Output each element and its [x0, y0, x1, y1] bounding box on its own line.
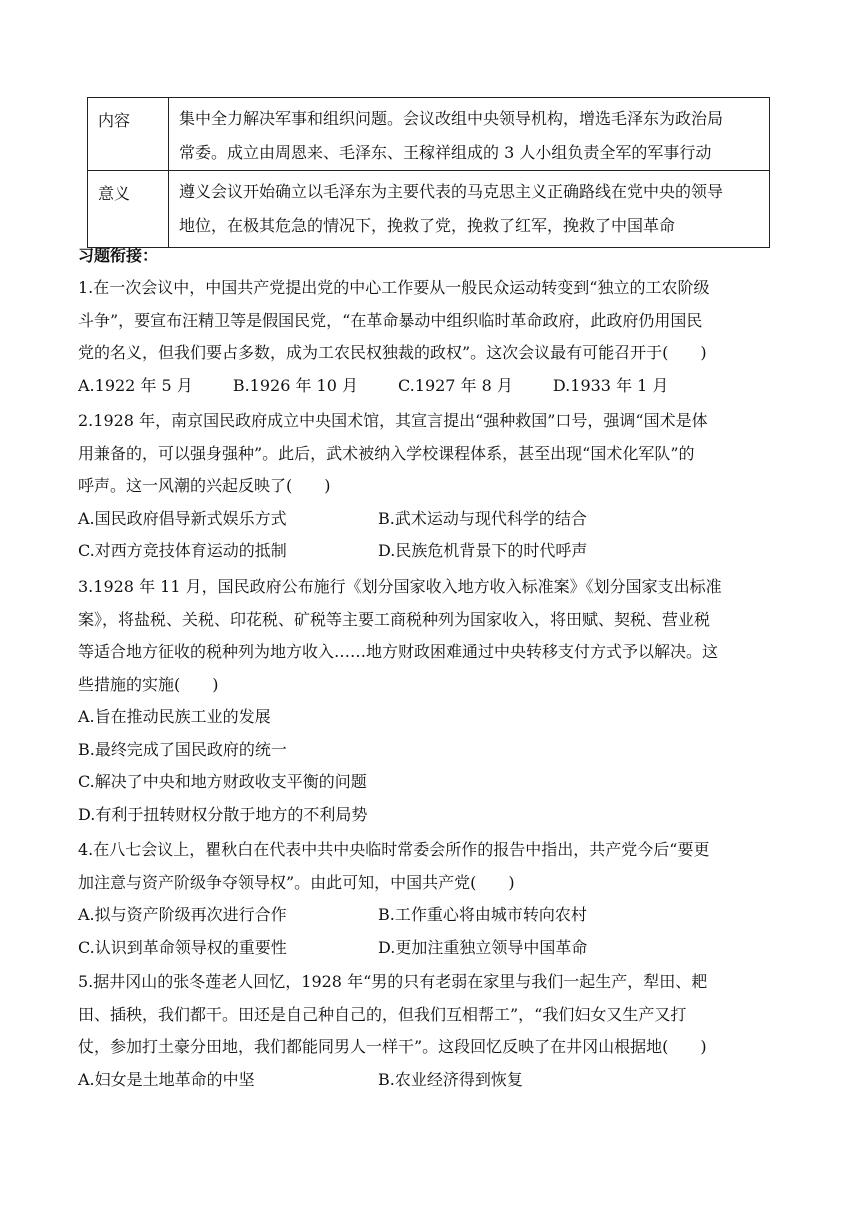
option-c[interactable]: C.对西方竞技体育运动的抵制	[78, 541, 287, 560]
text-line: 等适合地方征收的税种列为地方收入……地方财政困难通过中央转移支付方式予以解决。这	[78, 642, 719, 661]
text-line: 3.1928 年 11 月，国民政府公布施行《划分国家收入地方收入标准案》《划分国家支出标准	[78, 577, 722, 596]
text-line: 常委。成立由周恩来、毛泽东、王稼祥组成的 3 人小组负责全军的军事行动	[179, 143, 712, 162]
option-d[interactable]: D.有利于扭转财权分散于地方的不利局势	[78, 804, 368, 824]
text-line: 遵义会议开始确立以毛泽东为主要代表的马克思主义正确路线在党中央的领导	[179, 182, 724, 201]
row-label: 内容	[88, 98, 169, 171]
text-line: 加注意与资产阶级争夺领导权”。由此可知，中国共产党( )	[78, 872, 515, 892]
option-b[interactable]: B.工作重心将由城市转向农村	[378, 905, 587, 924]
text-line: 2.1928 年，南京国民政府成立中央国术馆，其宣言提出“强种救国”口号，强调“国术是体	[78, 411, 708, 430]
question-stem	[78, 405, 778, 503]
table-row	[88, 98, 770, 171]
question-5	[78, 966, 778, 1096]
question-1	[78, 272, 778, 402]
option-d[interactable]: D.1933 年 1 月	[552, 375, 669, 395]
options	[78, 370, 778, 403]
text-line: 仗，参加打土豪分田地，我们都能同男人一样干”。这段回忆反映了在井冈山根据地( )	[78, 1037, 707, 1056]
option-a[interactable]: A.国民政府倡导新式娱乐方式	[78, 508, 287, 528]
options	[78, 503, 778, 536]
option-b[interactable]: B.1926 年 10 月	[232, 375, 358, 395]
text-line: 呼声。这一风潮的兴起反映了( )	[78, 476, 331, 495]
options	[78, 535, 778, 568]
option-c[interactable]: C.认识到革命领导权的重要性	[78, 937, 287, 957]
option-a[interactable]: A.妇女是土地革命的中坚	[78, 1069, 255, 1089]
text-line: 案》，将盐税、关税、印花税、矿税等主要工商税种列为国家收入，将田赋、契税、营业税	[78, 609, 711, 629]
summary-table	[87, 97, 770, 248]
row-label: 意义	[88, 171, 169, 248]
option-a[interactable]: A.旨在推动民族工业的发展	[78, 707, 271, 726]
question-stem	[78, 834, 778, 899]
option-c[interactable]: C.1927 年 8 月	[398, 375, 513, 395]
text-line: 4.在八七会议上，瞿秋白在代表中共中央临时常委会所作的报告中指出，共产党今后“要更	[78, 840, 710, 859]
text-line: 斗争”，要宣布汪精卫等是假国民党，“在革命暴动中组织临时革命政府，此政府仍用国民	[78, 310, 703, 330]
option-b[interactable]: B.武术运动与现代科学的结合	[378, 508, 587, 528]
option-c[interactable]: C.解决了中央和地方财政收支平衡的问题	[78, 772, 367, 791]
option-b[interactable]: B.农业经济得到恢复	[378, 1069, 523, 1089]
row-content	[169, 171, 770, 248]
options	[78, 932, 778, 965]
text-line: 用兼备的，可以强身强种”。此后，武术被纳入学校课程体系，甚至出现“国术化军队”的	[78, 443, 695, 463]
text-line: 1.在一次会议中，中国共产党提出党的中心工作要从一般民众运动转变到“独立的工农阶级	[78, 278, 710, 297]
text-line: 集中全力解决军事和组织问题。会议改组中央领导机构，增选毛泽东为政治局	[179, 109, 724, 128]
table-row	[88, 171, 770, 248]
option-b[interactable]: B.最终完成了国民政府的统一	[78, 739, 287, 759]
section-title: 习题衔接：	[78, 246, 159, 265]
text-line: 些措施的实施( )	[78, 674, 219, 694]
question-2	[78, 405, 778, 568]
option-d[interactable]: D.更加注重独立领导中国革命	[378, 937, 588, 957]
option-d[interactable]: D.民族危机背景下的时代呼声	[378, 541, 588, 560]
question-stem	[78, 966, 778, 1064]
text-line: 党的名义，但我们要占多数，成为工农民权独裁的政权”。这次会议最有可能召开于( )	[78, 343, 707, 362]
row-content	[169, 98, 770, 171]
option-a[interactable]: A.1922 年 5 月	[78, 375, 193, 395]
text-line: 地位，在极其危急的情况下，挽救了党，挽救了红军，挽救了中国革命	[179, 216, 676, 235]
question-3	[78, 571, 778, 831]
options	[78, 899, 778, 932]
options	[78, 1064, 778, 1097]
text-line: 田、插秧，我们都干。田还是自己种自己的，但我们互相帮工”，“我们妇女又生产又打	[78, 1004, 687, 1024]
text-line: 5.据井冈山的张冬莲老人回忆，1928 年“男的只有老弱在家里与我们一起生产，犁田、耙	[78, 972, 708, 991]
question-stem	[78, 272, 778, 370]
option-a[interactable]: A.拟与资产阶级再次进行合作	[78, 905, 287, 924]
question-4	[78, 834, 778, 964]
question-stem	[78, 571, 778, 701]
